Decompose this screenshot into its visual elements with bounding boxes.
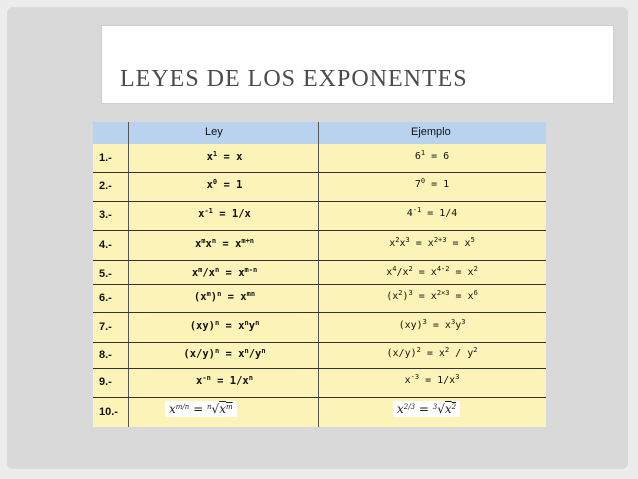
example-formula: $(x/y)^2 = x^2 / y^2$ <box>386 346 478 359</box>
row-number: 9.- <box>99 376 112 388</box>
table-row <box>93 201 546 229</box>
table-header <box>93 122 546 144</box>
law-formula: $x^{-1} = 1/x$ <box>198 207 251 220</box>
law-formula-image: $x^{m/n} = ^n√x^m$ <box>165 401 237 417</box>
row-number: 2.- <box>99 180 112 192</box>
header-ley: Ley <box>205 126 223 138</box>
example-formula: $(x^2)^3 = x^{2\times 3} = x^6$ <box>386 289 478 302</box>
table-row <box>93 313 546 341</box>
example-formula: $x^4/x^2 = x^{4-2} = x^2$ <box>386 265 478 278</box>
example-formula: $7^0 = 1$ <box>414 177 450 190</box>
law-formula: $x^1 = x$ <box>206 150 243 163</box>
example-formula-image: $x^{2/3} = ^3√x^2$ <box>393 401 460 417</box>
example-formula: $6^1 = 6$ <box>414 149 450 162</box>
table-row <box>93 341 546 369</box>
row-number: 10.- <box>99 406 118 418</box>
law-formula: $(x^m)^n = x^{mn}$ <box>193 290 256 303</box>
row-number: 8.- <box>99 349 112 361</box>
example-formula: $x^{-3} = 1/x^3$ <box>404 373 460 386</box>
row-number: 4.- <box>99 239 112 251</box>
row-number: 3.- <box>99 209 112 221</box>
exponent-laws-table <box>93 122 546 427</box>
table-row <box>93 144 546 172</box>
row-number: 5.- <box>99 268 112 280</box>
row-number: 6.- <box>99 292 112 304</box>
table-row <box>93 172 546 200</box>
row-number: 7.- <box>99 321 112 333</box>
row-number: 1.- <box>99 152 112 164</box>
table-row <box>93 368 546 396</box>
law-formula: $x^mx^n = x^{m+n}$ <box>194 237 255 250</box>
example-formula: $x^2x^3 = x^{2+3} = x^5$ <box>389 236 475 249</box>
law-formula: $(x/y)^n = x^n/y^n$ <box>183 347 266 360</box>
example-formula: $4^{-1} = 1/4$ <box>406 206 458 219</box>
example-formula: $(xy)^3 = x^3y^3$ <box>398 318 466 331</box>
slide-title: LEYES DE LOS EXPONENTES <box>120 66 468 92</box>
law-formula: $x^{-n} = 1/x^n$ <box>196 374 253 387</box>
table-row <box>93 284 546 312</box>
law-formula: $x^m/x^n = x^{m-n}$ <box>191 266 258 279</box>
header-ejemplo: Ejemplo <box>411 126 451 138</box>
law-formula: $x^0 = 1$ <box>206 178 243 191</box>
law-formula: $(xy)^n = x^ny^n$ <box>189 319 260 332</box>
table-row <box>93 231 546 259</box>
table-row <box>93 398 546 426</box>
